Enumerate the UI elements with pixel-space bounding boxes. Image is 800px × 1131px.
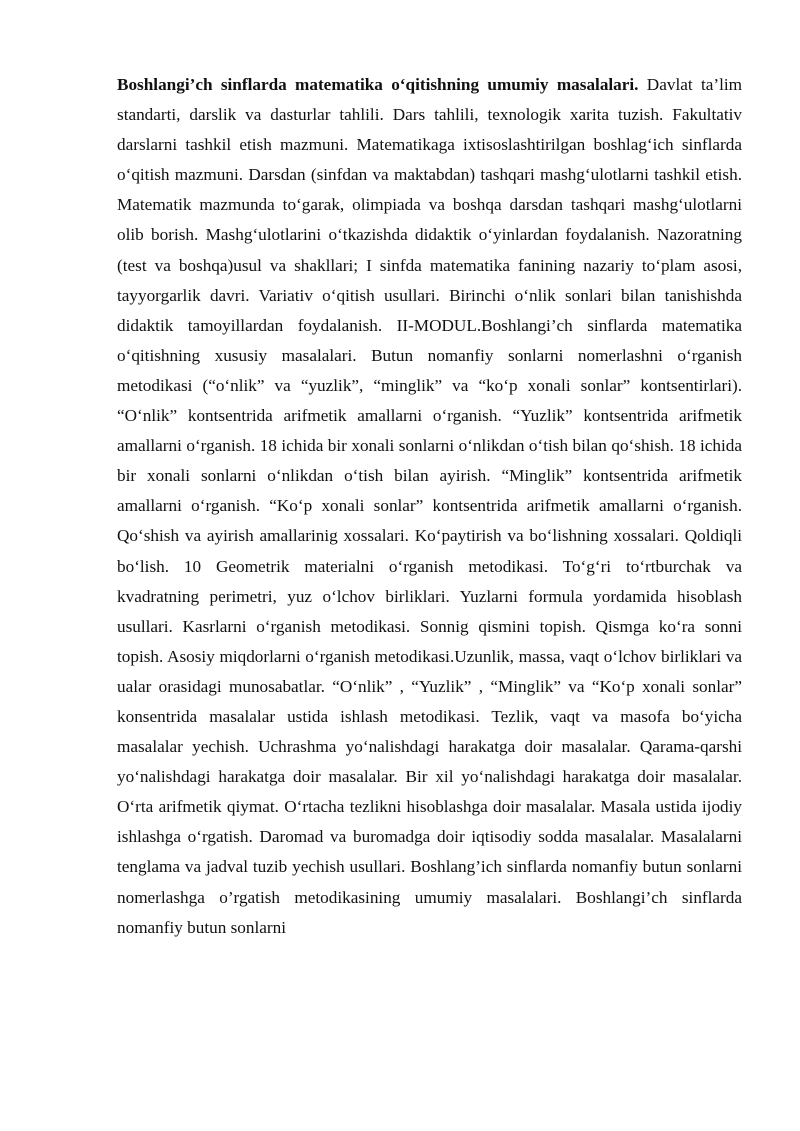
section-heading: Boshlangi’ch sinflarda matematika o‘qitishning umumiy masalalari. [117, 75, 639, 94]
body-paragraph [117, 70, 742, 943]
document-page [117, 70, 742, 943]
paragraph-text: Davlat ta’lim standarti, darslik va dasturlar tahlili. Dars tahlili, texnologik xarita tuzish. Fakultativ darslarni tashkil etish mazmuni. Matematikaga ixtisoslashtirilgan boshlag‘ich sinflarda o‘qitish mazmuni. Darsdan (sinfdan va maktabdan) tashqari mashg‘ulotlarni tashkil etish. Matematik mazmunda to‘garak, olimpiada va boshqa darsdan tashqari mashg‘ulotlarni olib borish. Mashg‘ulotlarini o‘tkazishda didaktik o‘yinlardan foydalanish. Nazoratning (test va boshqa)usul va shakllari; I sinfda matematika fanining nazariy to‘plam asosi, tayyorgarlik davri. Variativ o‘qitish usullari. Birinchi o‘nlik sonlari bilan tanishishda didaktik tamoyillardan foydalanish. II-MODUL.Boshlangi’ch sinflarda matematika o‘qitishning xususiy masalalari. Butun nomanfiy sonlarni nomerlashni o‘rganish metodikasi (“o‘nlik” va “yuzlik”, “minglik” va “ko‘p xonali sonlar” kontsentirlari). “O‘nlik” kontsentrida arifmetik amallarni o‘rganish. “Yuzlik” kontsentrida arifmetik amallarni o‘rganish. 18 ichida bir xonali sonlarni o‘nlikdan o‘tish bilan qo‘shish. 18 ichida bir xonali sonlarni o‘nlikdan o‘tish bilan ayirish. “Minglik” kontsentrida arifmetik amallarni o‘rganish. “Ko‘p xonali sonlar” kontsentrida arifmetik amallarni o‘rganish. Qo‘shish va ayirish amallarinig xossalari. Ko‘paytirish va bo‘lishning xossalari. Qoldiqli bo‘lish. 10 Geometrik materialni o‘rganish metodikasi. To‘g‘ri to‘rtburchak va kvadratning perimetri, yuz o‘lchov birliklari. Yuzlarni formula yordamida hisoblash usullari. Kasrlarni o‘rganish metodikasi. Sonnig qismini topish. Qismga ko‘ra sonni topish. Asosiy miqdorlarni o‘rganish metodikasi.Uzunlik, massa, vaqt o‘lchov birliklari va ualar orasidagi munosabatlar. “O‘nlik” , “Yuzlik” , “Minglik” va “Ko‘p xonali sonlar” konsentrida masalalar ustida ishlash metodikasi. Tezlik, vaqt va masofa bo‘yicha masalalar yechish. Uchrashma yo‘nalishdagi harakatga doir masalalar. Qarama-qarshi yo‘nalishdagi harakatga doir masalalar. Bir xil yo‘nalishdagi harakatga doir masalalar. O‘rta arifmetik qiymat. O‘rtacha tezlikni hisoblashga doir masalalar. Masala ustida ijodiy ishlashga o‘rgatish. Daromad va buromadga doir iqtisodiy sodda masalalar. Masalalarni tenglama va jadval tuzib yechish usullari. Boshlang’ich sinflarda nomanfiy butun sonlarni nomerlashga o’rgatish metodikasining umumiy masalalari. Boshlangi’ch sinflarda nomanfiy butun sonlarni [117, 75, 742, 937]
